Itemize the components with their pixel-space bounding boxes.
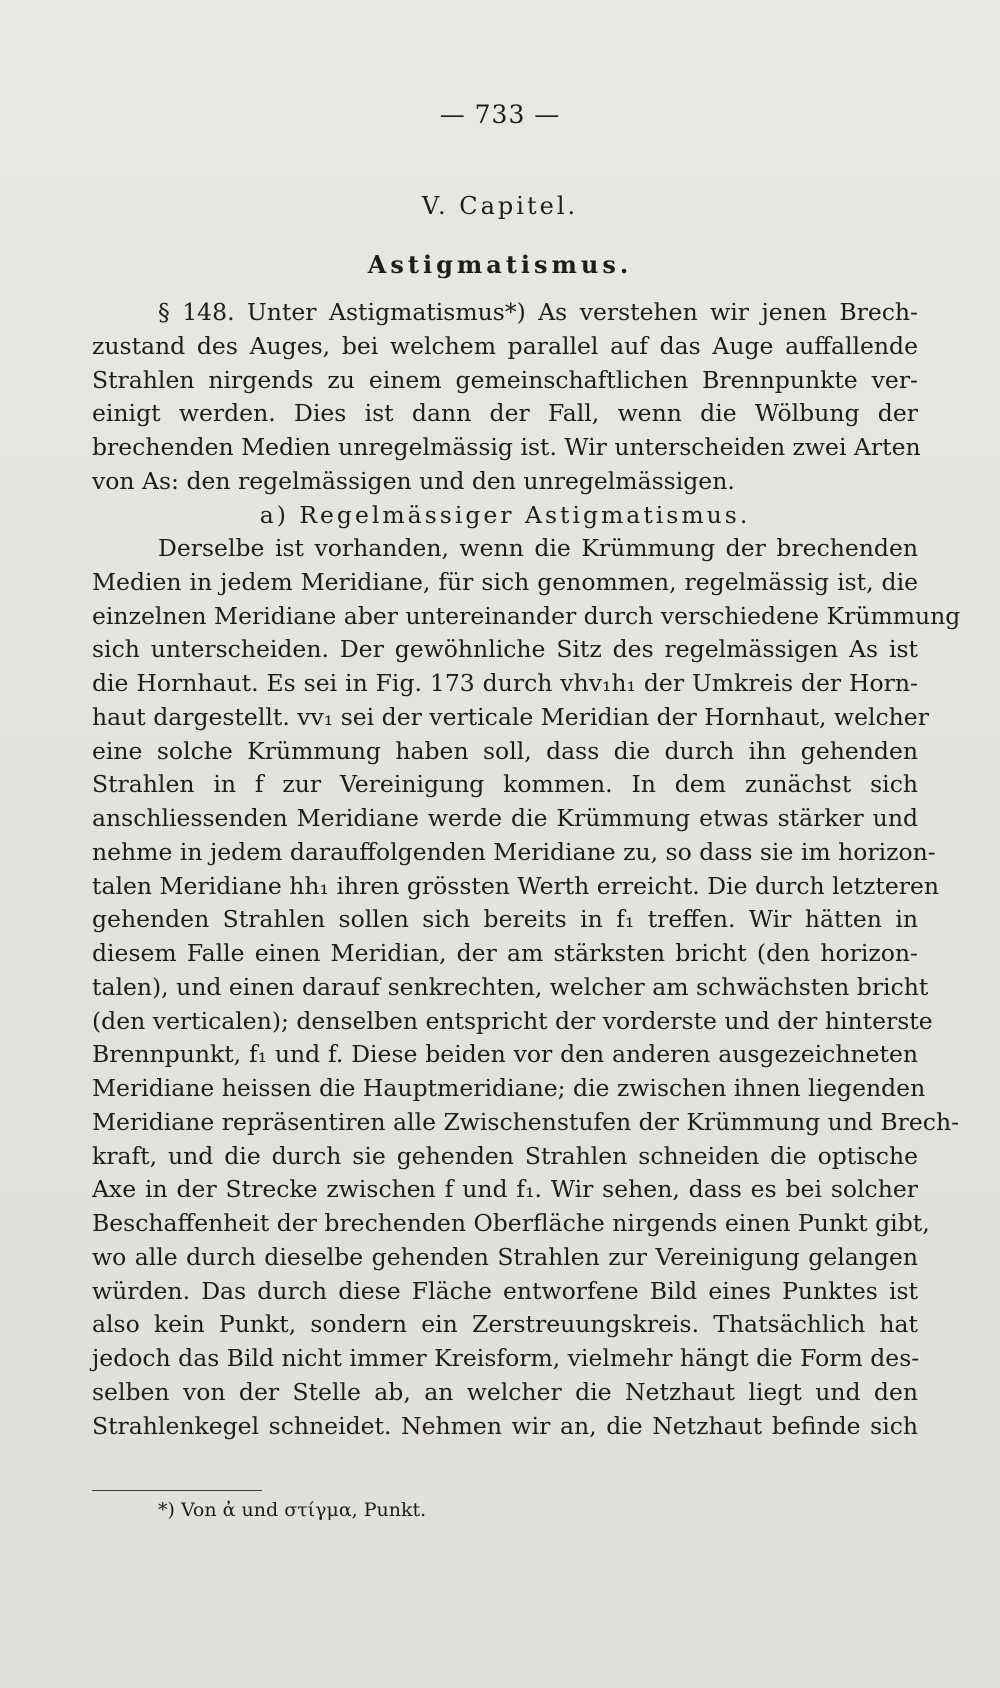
text-line: jedoch das Bild nicht immer Kreisform, vielmehr hängt die Form des- xyxy=(92,1344,920,1372)
text-line: Strahlen in f zur Vereinigung kommen. In dem zunächst sich xyxy=(92,770,918,799)
text-line: Brennpunkt, f₁ und f. Diese beiden vor den anderen ausgezeichneten xyxy=(92,1040,918,1069)
text-line: Beschaffenheit der brechenden Oberfläche nirgends einen Punkt gibt, xyxy=(92,1209,930,1237)
text-line: zustand des Auges, bei welchem parallel auf das Auge auffallende xyxy=(92,331,918,360)
text-line: kraft, und die durch sie gehenden Strahlen schneiden die optische xyxy=(92,1141,918,1170)
text-line: wo alle durch dieselbe gehenden Strahlen zur Vereinigung gelangen xyxy=(92,1242,918,1271)
text-line: eine solche Krümmung haben soll, dass die durch ihn gehenden xyxy=(92,736,918,765)
text-line: Meridiane heissen die Hauptmeridiane; die zwischen ihnen liegenden xyxy=(92,1074,926,1102)
text-line: also kein Punkt, sondern ein Zerstreuungskreis. Thatsächlich hat xyxy=(92,1310,918,1339)
footnote: *) Von ἀ und στίγμα, Punkt. xyxy=(158,1499,427,1521)
section-heading: Astigmatismus. xyxy=(367,250,633,279)
footnote-divider xyxy=(92,1490,262,1491)
text-line: anschliessenden Meridiane werde die Krümmung etwas stärker und xyxy=(92,804,918,832)
paragraph-regular-astigmatism xyxy=(92,532,961,1443)
text-line: Axe in der Strecke zwischen f und f₁. Wir sehen, dass es bei solcher xyxy=(92,1175,918,1204)
text-line: haut dargestellt. vv₁ sei der verticale Meridian der Hornhaut, welcher xyxy=(92,702,929,731)
text-line: einigt werden. Dies ist dann der Fall, wenn die Wölbung der xyxy=(92,399,918,428)
chapter-title: V. Capitel. xyxy=(421,192,579,220)
text-line: brechenden Medien unregelmässig ist. Wir unterscheiden zwei Arten xyxy=(92,433,921,461)
text-line: Derselbe ist vorhanden, wenn die Krümmung der brechenden xyxy=(158,534,918,562)
page-number: — 733 — xyxy=(439,100,561,129)
text-line: würden. Das durch diese Fläche entworfene Bild eines Punktes ist xyxy=(92,1276,918,1305)
text-line: § 148. Unter Astigmatismus*) As verstehen wir jenen Brech- xyxy=(158,298,918,326)
subsection-heading: a) Regelmässiger Astigmatismus. xyxy=(259,500,751,529)
text-line: sich unterscheiden. Der gewöhnliche Sitz des regelmässigen As ist xyxy=(92,635,918,664)
text-line: nehme in jedem darauffolgenden Meridiane zu, so dass sie im horizon- xyxy=(92,837,936,866)
text-line: (den verticalen); denselben entspricht der vorderste und der hinterste xyxy=(92,1006,933,1035)
text-line: gehenden Strahlen sollen sich bereits in f₁ treffen. Wir hätten in xyxy=(92,905,918,934)
text-line: von As: den regelmässigen und den unregelmässigen. xyxy=(92,466,735,495)
text-line: talen), und einen darauf senkrechten, welcher am schwächsten bricht xyxy=(92,972,929,1001)
text-line: einzelnen Meridiane aber untereinander durch verschiedene Krümmung xyxy=(92,601,961,630)
text-line: talen Meridiane hh₁ ihren grössten Werth erreicht. Die durch letzteren xyxy=(92,871,940,900)
text-line: Strahlenkegel schneidet. Nehmen wir an, die Netzhaut befinde sich xyxy=(92,1411,918,1440)
text-line: selben von der Stelle ab, an welcher die Netzhaut liegt und den xyxy=(92,1377,918,1406)
text-line: Medien in jedem Meridiane, für sich genommen, regelmässig ist, die xyxy=(92,567,918,596)
text-line: Strahlen nirgends zu einem gemeinschaftlichen Brennpunkte ver- xyxy=(92,365,918,394)
text-line: diesem Falle einen Meridian, der am stärksten bricht (den horizon- xyxy=(92,939,918,967)
text-line: Meridiane repräsentiren alle Zwischenstufen der Krümmung und Brech- xyxy=(92,1107,960,1136)
text-line: die Hornhaut. Es sei in Fig. 173 durch vhv₁h₁ der Umkreis der Horn- xyxy=(92,669,918,697)
paragraph-148 xyxy=(92,296,921,532)
